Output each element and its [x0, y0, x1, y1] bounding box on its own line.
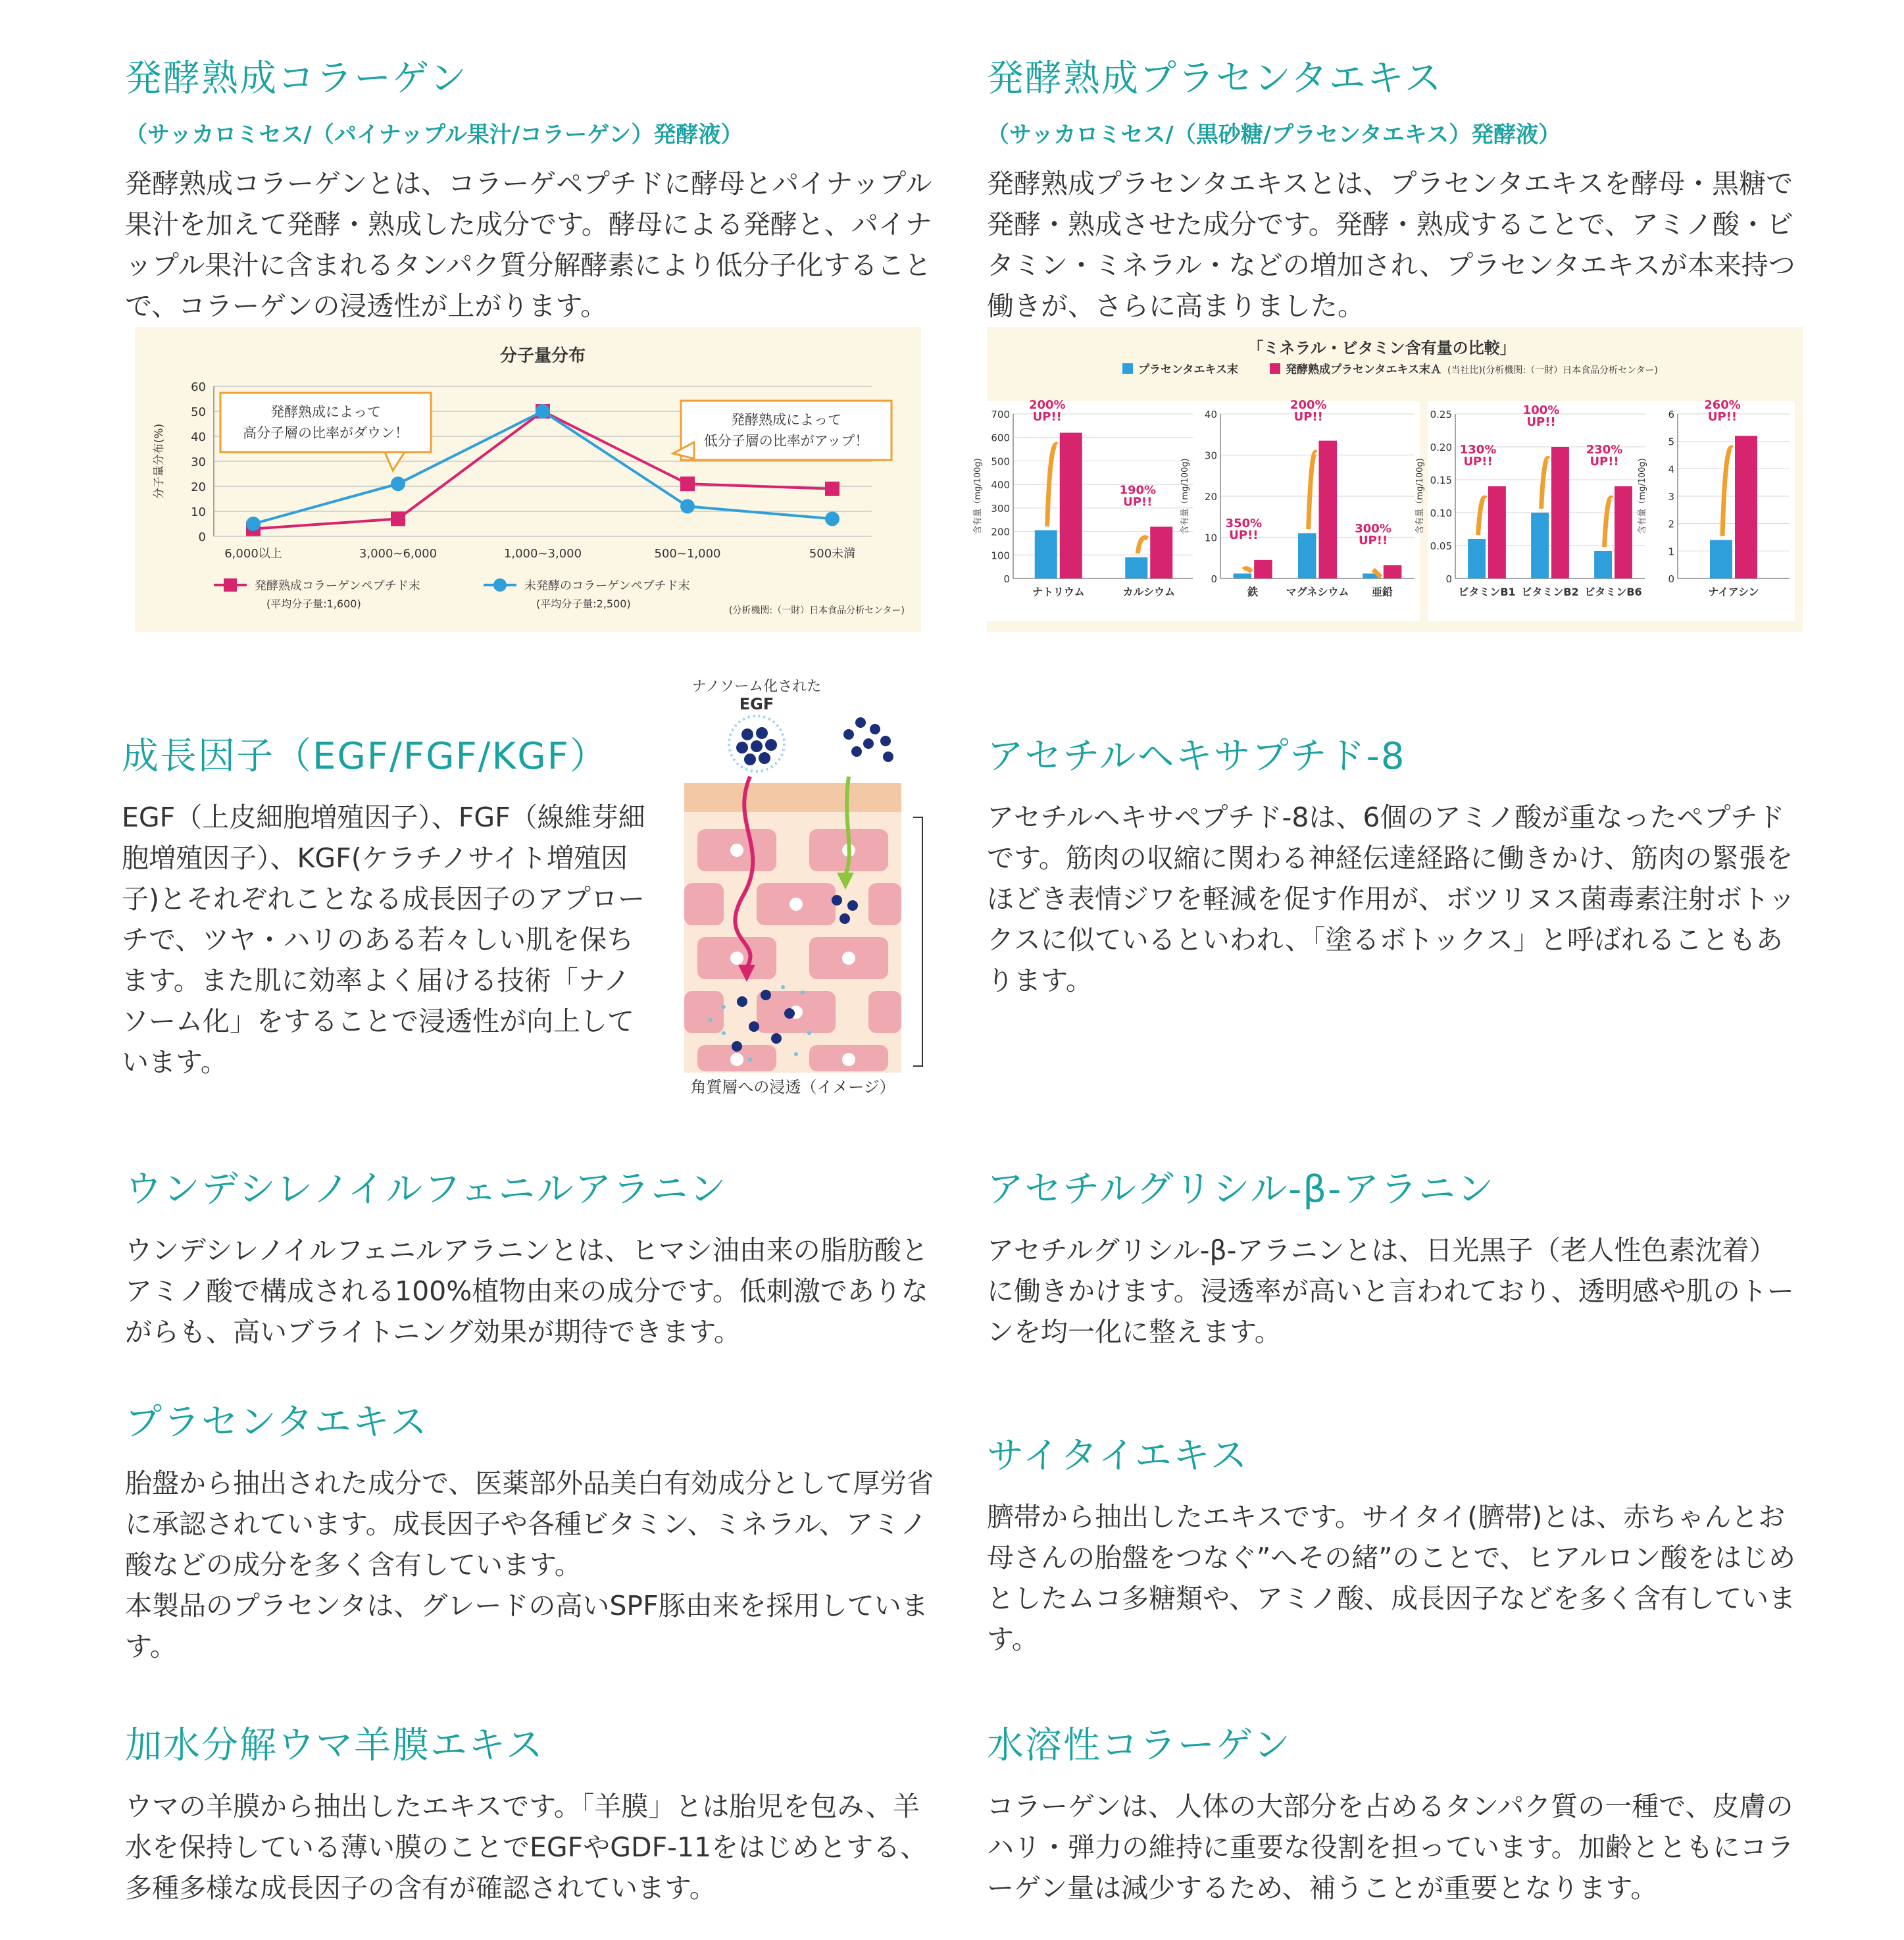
bar-a — [1234, 574, 1252, 579]
y-tick-label: 0 — [198, 530, 206, 544]
y-tick-label: 0 — [1211, 573, 1217, 585]
legend-label-a: プラセンタエキス末 — [1138, 363, 1238, 376]
callout-box — [220, 393, 431, 452]
increase-label-pct: 190% — [1119, 483, 1157, 498]
legend-label: 未発酵のコラーゲンペプチド末 — [524, 579, 690, 593]
y-tick-label: 200 — [991, 526, 1010, 538]
y-tick-label: 600 — [991, 432, 1010, 444]
x-tick-label: ビタミンB1 — [1458, 586, 1516, 598]
x-tick-label: カルシウム — [1122, 586, 1175, 598]
y-tick-label: 10 — [1204, 532, 1217, 544]
legend-marker — [224, 578, 237, 592]
increase-label-up: UP!! — [1358, 534, 1388, 548]
chart-source: (当社比)(分析機関:（一財）日本食品分析センター) — [1447, 365, 1659, 376]
increase-label-up: UP!! — [1526, 415, 1556, 429]
section-title: 発酵熟成プラセンタエキス — [987, 57, 1443, 100]
increase-label-up: UP!! — [1229, 528, 1259, 542]
data-point — [680, 499, 695, 513]
section-title: サイタイエキス — [987, 1435, 1249, 1477]
bar-b — [1254, 560, 1272, 578]
y-tick-label: 50 — [191, 405, 206, 419]
x-tick-label: 鉄 — [1247, 586, 1259, 598]
section-title: プラセンタエキス — [125, 1401, 428, 1444]
section-title: 加水分解ウマ羊膜エキス — [125, 1724, 544, 1767]
bar-b — [1488, 486, 1506, 578]
section-title: 水溶性コラーゲン — [987, 1724, 1291, 1767]
section-title: アセチルヘキサプチド-8 — [987, 735, 1406, 778]
y-tick-label: 40 — [191, 430, 206, 444]
section-body: 臍帯から抽出したエキスです。サイタイ(臍帯)とは、赤ちゃんとお母さんの胎盤をつなぐ”へその緒”のことで、ヒアルロン酸をはじめとしたムコ多糖類や、アミノ酸、成長因子などを多く含有しています。 — [987, 1501, 1796, 1655]
increase-label-up: UP!! — [1590, 455, 1619, 469]
bar-b — [1551, 447, 1569, 578]
bar-b — [1060, 433, 1082, 578]
y-tick-label: 0.10 — [1430, 507, 1452, 519]
data-point — [246, 517, 261, 531]
mineral-vitamin-chart — [973, 327, 1803, 632]
section-acetyl-glycyl — [987, 1160, 1803, 1352]
section-body: アセチルヘキサペプチド-8は、6個のアミノ酸が重なったペプチドです。筋肉の収縮に関わる神経伝達経路に働きかけ、筋肉の緊張をほどき表情ジワを軽減を促す作用が、ボツリヌス菌毒素注射ボトックスに似ているといわれ、「塗るボトックス」と呼ばれることもあります。 — [987, 802, 1795, 996]
section-body: 胎盤から抽出された成分で、医薬部外品美白有効成分として厚労省に承認されています。成長因子や各種ビタミン、ミネラル、アミノ酸などの成分を多く含有しています。 — [125, 1468, 934, 1581]
section-undecylenoyl — [125, 1160, 941, 1352]
section-title: 成長因子（EGF/FGF/KGF） — [122, 735, 608, 778]
diagram-label-egf: EGF — [739, 695, 774, 713]
legend-swatch-b — [1270, 363, 1280, 374]
section-fermented-placenta — [987, 49, 1796, 326]
y-axis-label: 含有量（mg/100g) — [1415, 458, 1425, 534]
diagram-caption: 角質層への浸透（イメージ） — [690, 1078, 895, 1096]
increase-label-pct: 350% — [1225, 516, 1263, 530]
legend-swatch-a — [1122, 363, 1133, 374]
chart-source: (分析機関:（一財）日本食品分析センター) — [728, 605, 905, 616]
legend-note: (平均分子量:1,600) — [266, 598, 361, 610]
diagram-label-top: ナノソーム化された — [691, 678, 822, 695]
section-body-2: 本製品のプラセンタは、グレードの高いSPF豚由来を採用しています。 — [125, 1590, 928, 1662]
section-body: 発酵熟成プラセンタエキスとは、プラセンタエキスを酵母・黒糖で発酵・熟成させた成分です。発酵・熟成することで、アミノ酸・ビタミン・ミネラル・などの増加され、プラセンタエキスが本来持つ働きが、さらに高まりました。 — [987, 168, 1795, 322]
mineral-vitamin-chart-svg — [973, 327, 1803, 632]
section-title: ウンデシレノイルフェニルアラニン — [125, 1168, 728, 1211]
egf-dots-icon — [843, 717, 893, 762]
y-tick-label: 0.25 — [1430, 409, 1452, 421]
section-title: アセチルグリシル-β-アラニン — [987, 1168, 1495, 1211]
data-point — [536, 404, 550, 419]
x-tick-label: 3,000~6,000 — [359, 547, 438, 561]
bar-b — [1150, 526, 1172, 578]
increase-label-pct: 200% — [1028, 398, 1066, 412]
y-tick-label: 0 — [1445, 573, 1452, 585]
bar-a — [1594, 551, 1612, 578]
y-tick-label: 0.05 — [1430, 540, 1452, 552]
bar-a — [1468, 539, 1486, 578]
legend-marker — [493, 578, 507, 592]
x-tick-label: 500未満 — [809, 547, 856, 561]
y-axis-label: 含有量（mg/100g) — [1180, 458, 1190, 534]
bar-a — [1035, 530, 1057, 578]
y-tick-label: 40 — [1204, 409, 1217, 421]
y-tick-label: 1 — [1668, 546, 1674, 558]
section-body: ウマの羊膜から抽出したエキスです。「羊膜」とは胎児を包み、羊水を保持している薄い膜のことでEGFやGDF-11をはじめとする、多種多様な成長因子の含有が確認されています。 — [125, 1791, 928, 1904]
x-tick-label: マグネシウム — [1286, 586, 1349, 598]
legend-label-b: 発酵熟成プラセンタエキス末Ａ — [1286, 363, 1441, 376]
x-tick-label: 500~1,000 — [654, 547, 721, 561]
increase-label-up: UP!! — [1293, 410, 1323, 424]
section-subtitle: （サッカロミセス/（黒砂糖/プラセンタエキス）発酵液） — [987, 122, 1561, 148]
y-tick-label: 0.15 — [1430, 474, 1452, 486]
increase-label-pct: 300% — [1355, 522, 1391, 536]
y-axis-label: 含有量（mg/100g) — [973, 458, 983, 534]
section-soluble-collagen — [987, 1716, 1803, 1908]
increase-label-up: UP!! — [1463, 455, 1493, 469]
y-tick-label: 400 — [991, 479, 1010, 492]
section-subtitle: （サッカロミセス/（パイナップル果汁/コラーゲン）発酵液） — [125, 122, 743, 148]
y-axis-label: 分子量分布(%) — [153, 423, 166, 499]
section-placenta — [125, 1393, 941, 1667]
bar-a — [1125, 557, 1147, 578]
nanosome-diagram-svg — [684, 678, 954, 1099]
y-tick-label: 20 — [1204, 491, 1217, 503]
increase-label-pct: 130% — [1459, 443, 1497, 457]
section-fermented-collagen — [125, 49, 941, 326]
x-tick-label: ビタミンB2 — [1521, 586, 1579, 598]
bar-a — [1710, 540, 1732, 578]
y-tick-label: 4 — [1668, 463, 1674, 476]
section-acetyl-hexapeptide — [987, 727, 1803, 1001]
bar-b — [1319, 441, 1338, 578]
x-tick-label: ナイアシン — [1708, 586, 1759, 598]
increase-label-pct: 260% — [1704, 398, 1741, 412]
y-tick-label: 0.20 — [1430, 442, 1452, 453]
chart-title: 「ミネラル・ビタミン含有量の比較」 — [1247, 339, 1516, 357]
increase-label-up: UP!! — [1123, 495, 1153, 509]
nanosome-diagram — [684, 678, 954, 1099]
data-point — [825, 482, 839, 496]
x-tick-label: ビタミンB6 — [1584, 586, 1642, 598]
section-body: コラーゲンは、人体の大部分を占めるタンパク質の一種で、皮膚のハリ・弾力の維持に重要な役割を担っています。加齢とともにコラーゲン量は減少するため、補うことが重要となります。 — [987, 1791, 1794, 1904]
y-tick-label: 30 — [1204, 449, 1217, 462]
legend-label: 発酵熟成コラーゲンペプチド末 — [255, 579, 420, 593]
nanosome-capsule-icon — [729, 716, 784, 771]
bar-a — [1531, 513, 1549, 578]
x-tick-label: ナトリウム — [1032, 586, 1085, 598]
y-tick-label: 2 — [1668, 518, 1674, 530]
chart-title: 分子量分布 — [499, 346, 586, 366]
increase-label-up: UP!! — [1707, 410, 1738, 424]
increase-label-pct: 230% — [1586, 443, 1623, 457]
bar-b — [1384, 565, 1402, 578]
bar-a — [1298, 533, 1316, 578]
x-tick-label: 1,000~3,000 — [503, 547, 582, 561]
y-axis-label: 含有量（mg/100g) — [1638, 458, 1647, 534]
section-body: ウンデシレノイルフェニルアラニンとは、ヒマシ油由来の脂肪酸とアミノ酸で構成される100%植物由来の成分です。低刺激でありながらも、高いブライトニング効果が期待できます。 — [125, 1235, 928, 1348]
molecular-weight-chart-svg — [135, 327, 921, 632]
y-tick-label: 500 — [991, 455, 1010, 468]
callout-line2: 高分子層の比率がダウン！ — [243, 425, 409, 441]
y-tick-label: 60 — [191, 380, 206, 394]
section-horse-amnion — [125, 1716, 941, 1908]
y-tick-label: 100 — [991, 549, 1010, 562]
y-tick-label: 20 — [191, 480, 206, 494]
legend-note: (平均分子量:2,500) — [536, 598, 631, 610]
data-point — [391, 511, 405, 526]
section-body: 発酵熟成コラーゲンとは、コラーゲペプチドに酵母とパイナップル果汁を加えて発酵・熟成した成分です。酵母による発酵と、パイナップル果汁に含まれるタンパク質分解酵素により低分子化することで、コラーゲンの浸透性が上がります。 — [125, 168, 932, 322]
increase-label-pct: 100% — [1522, 403, 1560, 417]
callout-box — [681, 401, 891, 460]
bar-b — [1735, 436, 1757, 578]
data-point — [825, 511, 839, 526]
callout-line1: 発酵熟成によって — [270, 404, 381, 420]
molecular-weight-chart — [135, 327, 921, 632]
bar-b — [1615, 486, 1632, 578]
y-tick-label: 300 — [991, 502, 1010, 515]
data-point — [680, 476, 695, 491]
increase-label-pct: 200% — [1290, 398, 1327, 412]
y-tick-label: 5 — [1668, 436, 1674, 448]
callout-line1: 発酵熟成によって — [731, 412, 841, 428]
x-tick-label: 6,000以上 — [224, 547, 282, 561]
section-title: 発酵熟成コラーゲン — [125, 57, 468, 100]
y-tick-label: 0 — [1003, 573, 1010, 585]
y-tick-label: 6 — [1668, 409, 1674, 421]
section-body: アセチルグリシル-β-アラニンとは、日光黒子（老人性色素沈着）に働きかけます。浸透率が高いと言われており、透明感や肌のトーンを均一化に整えます。 — [987, 1235, 1794, 1348]
y-tick-label: 10 — [191, 505, 206, 519]
y-tick-label: 0 — [1668, 573, 1674, 585]
y-tick-label: 3 — [1668, 491, 1674, 503]
section-body: EGF（上皮細胞増殖因子）、FGF（線維芽細胞増殖因子）、KGF(ケラチノサイト増殖因子)とそれぞれことなる成長因子のアプローチで、ツヤ・ハリのある若々しい肌を保ちます。また肌に効率よく届ける技術「ナノソーム化」をすることで浸透性が向上しています。 — [122, 802, 645, 1078]
x-tick-label: 亜鉛 — [1371, 586, 1393, 598]
y-tick-label: 700 — [991, 409, 1010, 421]
data-point — [391, 476, 405, 491]
increase-label-up: UP!! — [1032, 410, 1062, 424]
callout-line2: 低分子層の比率がアップ！ — [703, 433, 869, 449]
y-tick-label: 30 — [191, 455, 206, 469]
section-growth-factors — [122, 727, 655, 1083]
section-umbilical — [987, 1427, 1803, 1660]
